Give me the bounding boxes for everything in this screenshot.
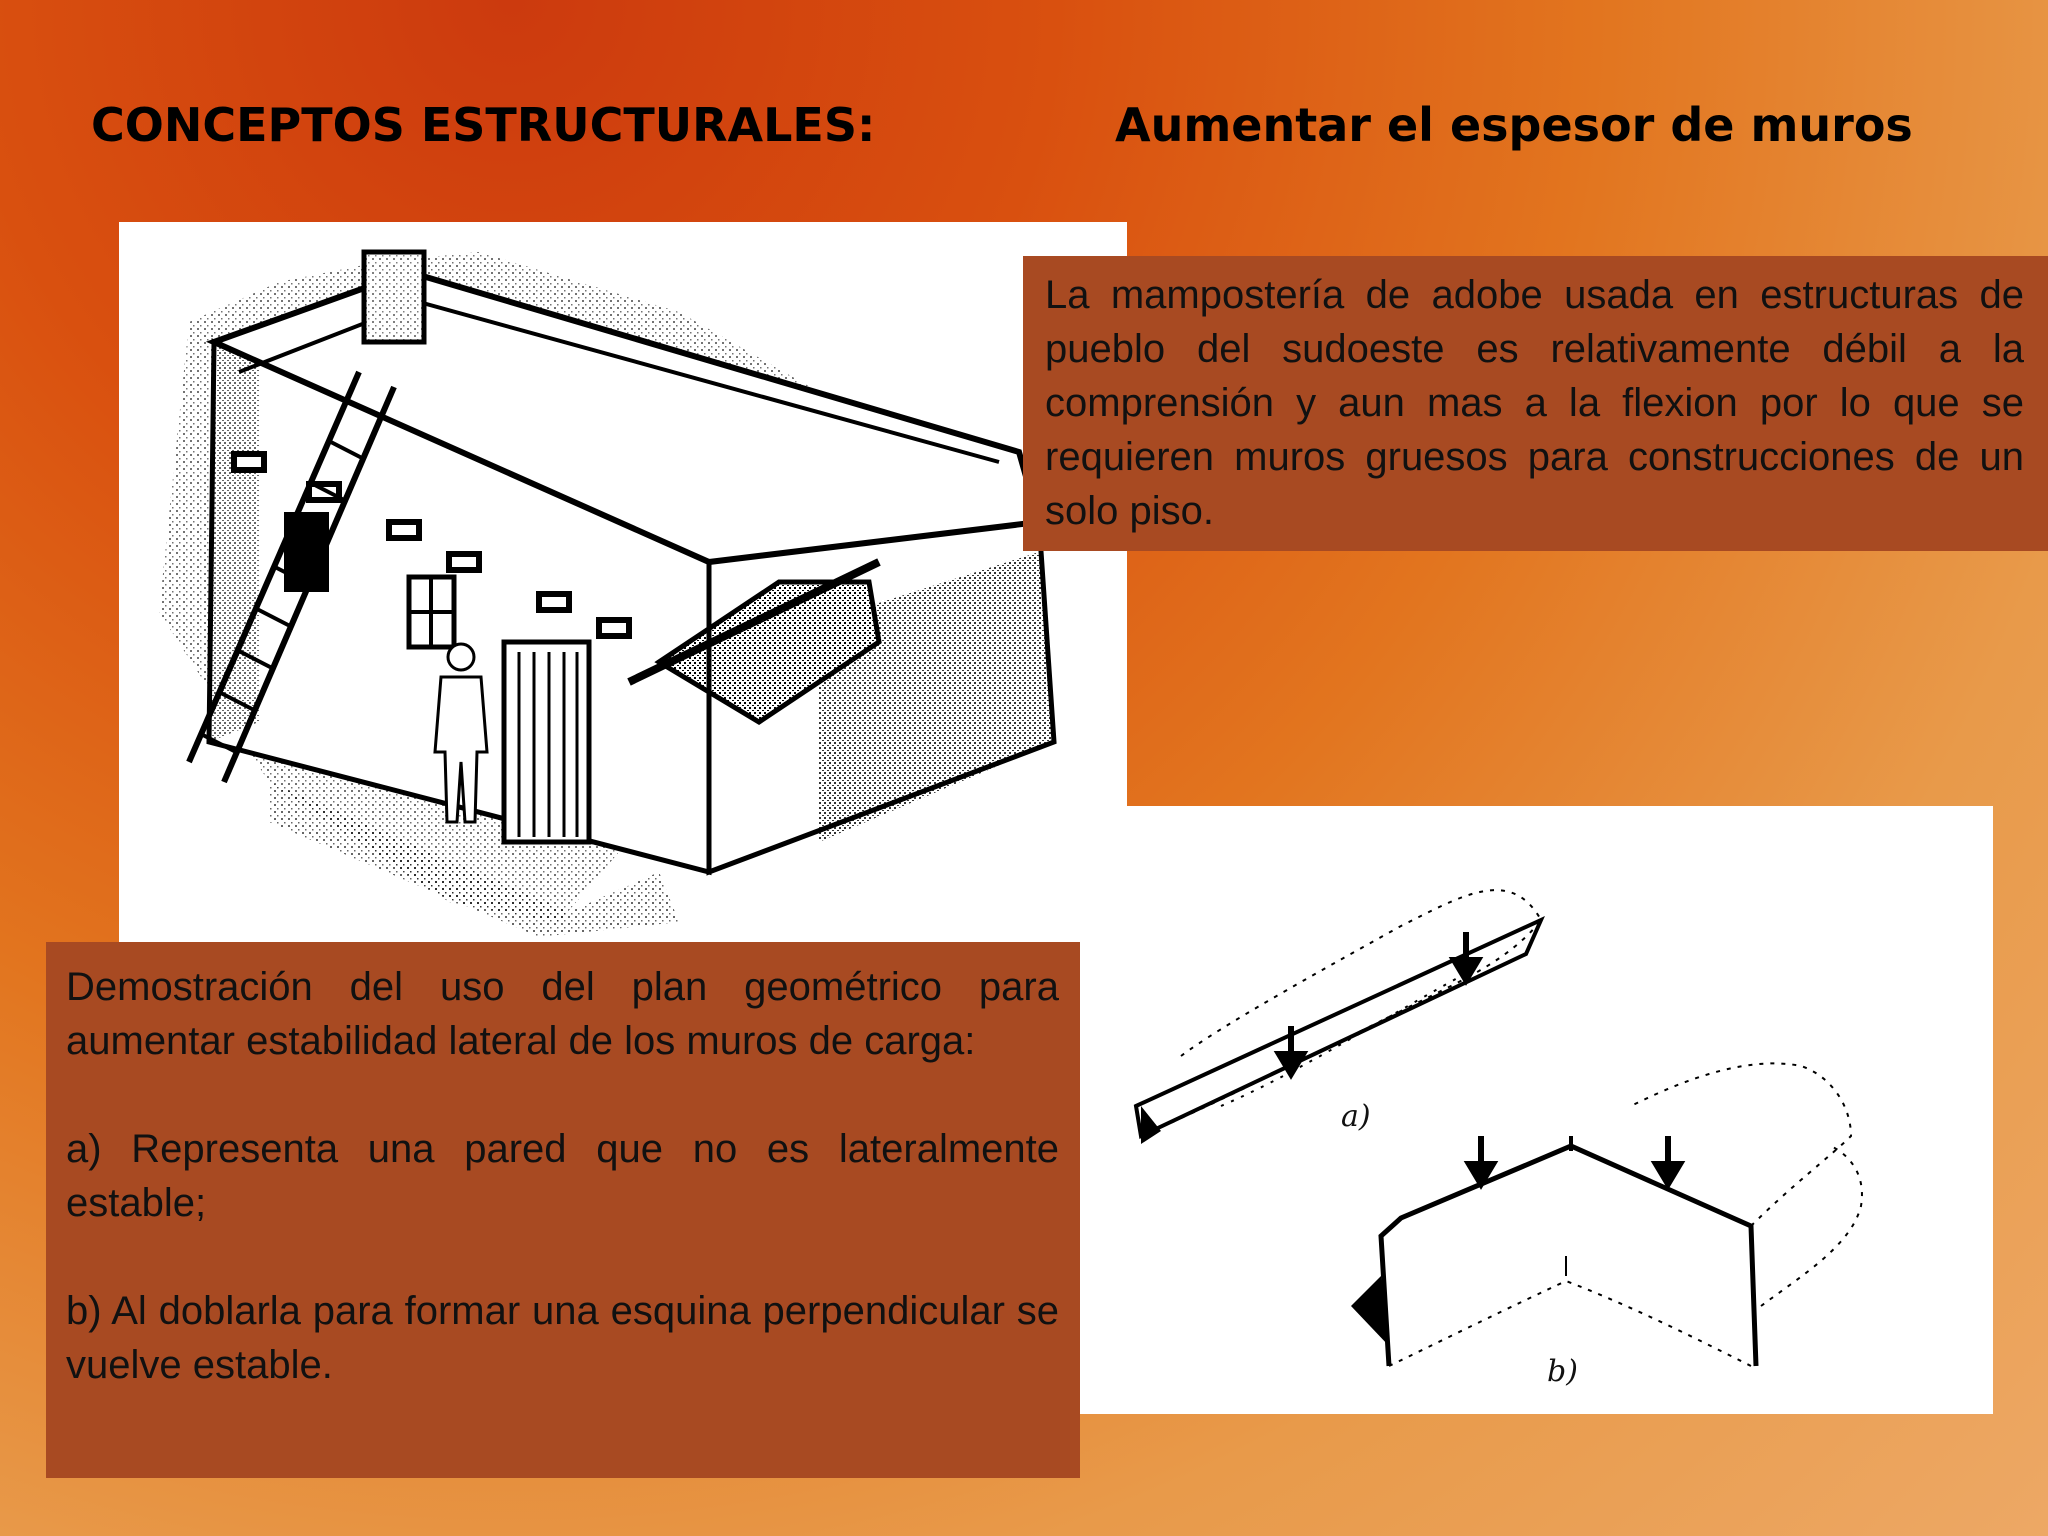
wall-stability-diagram <box>1071 806 1993 1414</box>
stability-item-b: b) Al doblarla para formar una esquina perpendicular se vuelve estable. <box>66 1289 1059 1387</box>
slide-subtitle: Aumentar el espesor de muros <box>1115 98 1913 152</box>
adobe-masonry-description <box>1023 256 2048 551</box>
adobe-masonry-text: La mampostería de adobe usada en estructuras de pueblo del sudoeste es relativamente débil a la comprensión y aun mas a la flexion por lo que se requieren muros gruesos para construcciones de un solo piso. <box>1045 273 2024 533</box>
stability-item-a: a) Representa una pared que no es lateralmente estable; <box>66 1127 1059 1225</box>
adobe-house-drawing <box>119 222 1127 942</box>
slide-title: CONCEPTOS ESTRUCTURALES: <box>91 98 876 152</box>
figure-label-a: a) <box>1341 1099 1371 1134</box>
stability-intro-text: Demostración del uso del plan geométrico para aumentar estabilidad lateral de los muros de carga: <box>66 965 1059 1063</box>
corner-wall-figure <box>1351 1063 1862 1389</box>
wall-stability-description <box>46 942 1080 1478</box>
adobe-house-illustration <box>119 222 1127 942</box>
figure-label-b: b) <box>1547 1354 1578 1389</box>
wall-diagram-drawing <box>1071 806 1993 1414</box>
straight-wall-figure <box>1136 890 1541 1144</box>
